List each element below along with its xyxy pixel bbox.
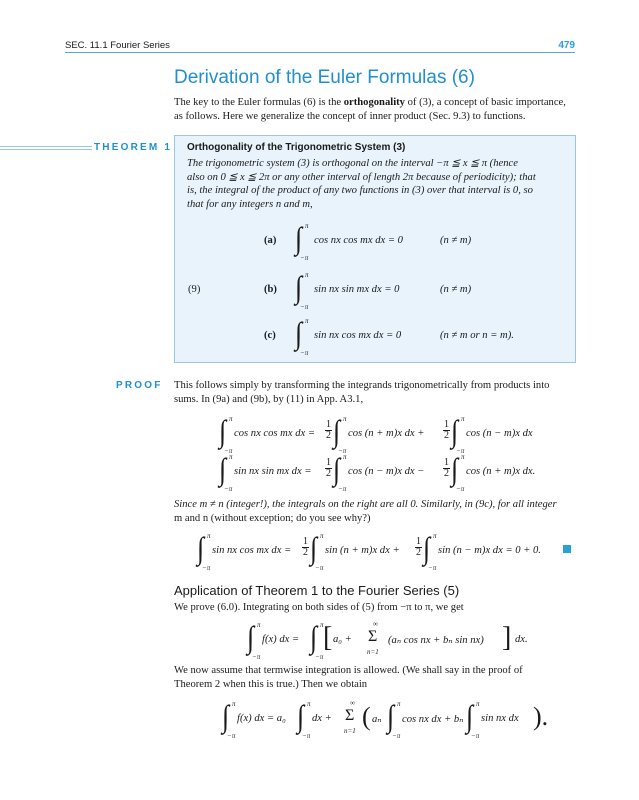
proof-eq1-term1: cos (n + m)x dx + <box>348 428 425 439</box>
theorem-label: THEOREM 1 <box>94 142 173 153</box>
page-number: 479 <box>558 40 575 51</box>
eq-9c-tag: (c) <box>264 330 276 341</box>
eq-9a-integrand: cos nx cos mx dx = 0 <box>314 235 403 246</box>
upper-limit: π <box>207 532 211 540</box>
integral-sign: ∫ <box>219 414 227 449</box>
lower-limit: −π <box>392 732 401 740</box>
upper-limit: π <box>476 700 480 708</box>
app-eq2-an: aₙ <box>372 714 382 725</box>
upper-limit: π <box>232 700 236 708</box>
integral-sign: ∫ <box>387 699 395 734</box>
app-eq1-a0: a₀ + <box>333 634 352 645</box>
sum-sign: Σ <box>368 628 378 645</box>
header-rule <box>65 52 575 53</box>
left-bracket: [ <box>323 622 333 653</box>
sum-upper-limit: ∞ <box>350 699 355 707</box>
eq-9a-condition: (n ≠ m) <box>440 235 472 246</box>
upper-limit: π <box>397 700 401 708</box>
fraction-one-half: $\frac{1}{2}$ <box>444 419 449 441</box>
lower-limit: −π <box>300 254 309 262</box>
integral-sign: ∫ <box>333 452 341 487</box>
integral-sign: ∫ <box>247 620 255 655</box>
integral-sign: ∫ <box>310 531 318 566</box>
app-eq1-dx: dx. <box>515 634 528 645</box>
eq-9b-integrand: sin nx sin mx dx = 0 <box>314 284 400 295</box>
lower-limit: −π <box>471 732 480 740</box>
app-eq1-lhs: f(x) dx = <box>262 634 300 645</box>
fraction-one-half: $\frac{1}{2}$ <box>326 457 331 479</box>
proof-intro <box>174 379 576 406</box>
lower-limit: −π <box>456 447 465 455</box>
lower-limit: −π <box>302 732 311 740</box>
proof-eq2-term2: cos (n + m)x dx. <box>466 466 536 477</box>
application-line: Theorem 2 when this is true.) Then we obtain <box>174 678 368 690</box>
upper-limit: π <box>343 415 347 423</box>
proof-eq1-term2: cos (n − m)x dx <box>466 428 533 439</box>
upper-limit: π <box>305 271 309 279</box>
proof-continuation <box>174 498 576 525</box>
proof-line: m and n (without exception; do you see why?) <box>174 512 371 524</box>
intro-paragraph <box>174 96 576 123</box>
lower-limit: −π <box>338 485 347 493</box>
sum-sign: Σ <box>345 707 355 724</box>
sum-lower-limit: n=1 <box>344 727 356 735</box>
lower-limit: −π <box>338 447 347 455</box>
app-eq2-dx-plus: dx + <box>312 713 332 724</box>
application-continuation <box>174 664 576 691</box>
sum-upper-limit: ∞ <box>373 620 378 628</box>
proof-line: Since m ≠ n (integer!), the integrals on the right are all 0. Similarly, in (9c), for all integer <box>174 499 557 510</box>
eq-9c-condition: (n ≠ m or n = m). <box>440 330 514 341</box>
lower-limit: −π <box>300 349 309 357</box>
theorem-line: that for any integers n and m, <box>187 198 313 210</box>
intro-text: as follows. Here we generalize the concept of inner product (Sec. 9.3) to functions. <box>174 110 526 122</box>
application-line: We now assume that termwise integration is allowed. (We shall say in the proof of <box>174 665 523 676</box>
fraction-one-half: $\frac{1}{2}$ <box>303 536 308 558</box>
eq-number-9: (9) <box>188 284 201 295</box>
fraction-one-half: $\frac{1}{2}$ <box>326 419 331 441</box>
upper-limit: π <box>461 453 465 461</box>
proof-eq1-lhs: cos nx cos mx dx = <box>234 428 315 439</box>
lower-limit: −π <box>428 564 437 572</box>
application-heading: Application of Theorem 1 to the Fourier Series (5) <box>174 583 460 598</box>
integral-sign: ∫ <box>333 414 341 449</box>
upper-limit: π <box>307 700 311 708</box>
lower-limit: −π <box>224 447 233 455</box>
proof-eq3-term1: sin (n + m)x dx + <box>325 545 400 556</box>
application-intro: We prove (6.0). Integrating on both sides of (5) from −π to π, we get <box>174 602 464 613</box>
upper-limit: π <box>320 621 324 629</box>
integral-sign: ∫ <box>295 270 303 305</box>
theorem-line: also on 0 ≦ x ≦ 2π or any other interval of length 2π because of periodicity); that <box>187 171 536 183</box>
integral-sign: ∫ <box>451 414 459 449</box>
proof-label: PROOF <box>116 380 163 391</box>
app-eq2-cos-part: cos nx dx + bₙ <box>402 714 464 725</box>
app-eq2-lhs: f(x) dx = a₀ <box>237 713 286 724</box>
lower-limit: −π <box>224 485 233 493</box>
intro-text: of (3), a concept of basic importance, <box>404 97 566 108</box>
fraction-one-half: $\frac{1}{2}$ <box>416 536 421 558</box>
lower-limit: −π <box>315 653 324 661</box>
integral-sign: ∫ <box>219 452 227 487</box>
integral-sign: ∫ <box>222 699 230 734</box>
upper-limit: π <box>461 415 465 423</box>
lower-limit: −π <box>252 653 261 661</box>
eq-9b-condition: (n ≠ m) <box>440 284 472 295</box>
end-of-proof-square <box>563 545 571 553</box>
lower-limit: −π <box>227 732 236 740</box>
proof-eq2-term1: cos (n − m)x dx − <box>348 466 425 477</box>
proof-line: This follows simply by transforming the integrands trigonometrically from products into <box>174 380 550 391</box>
lower-limit: −π <box>456 485 465 493</box>
lower-limit: −π <box>315 564 324 572</box>
intro-text: The key to the Euler formulas (6) is the <box>174 97 344 108</box>
sum-lower-limit: n=1 <box>367 648 379 656</box>
upper-limit: π <box>229 415 233 423</box>
upper-limit: π <box>305 222 309 230</box>
integral-sign: ∫ <box>297 699 305 734</box>
lower-limit: −π <box>202 564 211 572</box>
fraction-one-half: $\frac{1}{2}$ <box>444 457 449 479</box>
upper-limit: π <box>433 532 437 540</box>
upper-limit: π <box>257 621 261 629</box>
eq-9a-tag: (a) <box>264 235 277 246</box>
integral-sign: ∫ <box>451 452 459 487</box>
proof-eq2-lhs: sin nx sin mx dx = <box>234 466 312 477</box>
theorem-line: is, the integral of the product of any two functions in (3) over that interval is 0, so <box>187 185 533 196</box>
right-bracket: ] <box>502 622 512 653</box>
integral-sign: ∫ <box>310 620 318 655</box>
theorem-line: The trigonometric system (3) is orthogonal on the interval −π ≦ x ≦ π (hence <box>187 158 518 169</box>
theorem-heading: Orthogonality of the Trigonometric System (3) <box>187 142 406 153</box>
orthogonality-term: orthogonality <box>343 97 405 108</box>
app-eq2-sin-part: sin nx dx <box>481 713 519 724</box>
theorem-statement <box>187 157 567 211</box>
integral-sign: ∫ <box>423 531 431 566</box>
lower-limit: −π <box>300 303 309 311</box>
integral-sign: ∫ <box>197 531 205 566</box>
proof-line: sums. In (9a) and (9b), by (11) in App. A3.1, <box>174 393 364 405</box>
integral-sign: ∫ <box>295 221 303 256</box>
left-paren: ( <box>362 702 371 731</box>
app-eq1-term: (aₙ cos nx + bₙ sin nx) <box>388 635 484 646</box>
right-paren: ). <box>533 702 549 731</box>
upper-limit: π <box>320 532 324 540</box>
section-title: Derivation of the Euler Formulas (6) <box>174 67 475 88</box>
integral-sign: ∫ <box>295 316 303 351</box>
proof-eq3-lhs: sin nx cos mx dx = <box>212 545 292 556</box>
eq-9c-integrand: sin nx cos mx dx = 0 <box>314 330 402 341</box>
upper-limit: π <box>229 453 233 461</box>
running-header: SEC. 11.1 Fourier Series <box>65 40 170 51</box>
upper-limit: π <box>343 453 347 461</box>
integral-sign: ∫ <box>466 699 474 734</box>
eq-9b-tag: (b) <box>264 284 277 295</box>
proof-eq3-term2: sin (n − m)x dx = 0 + 0. <box>438 545 541 556</box>
upper-limit: π <box>305 317 309 325</box>
